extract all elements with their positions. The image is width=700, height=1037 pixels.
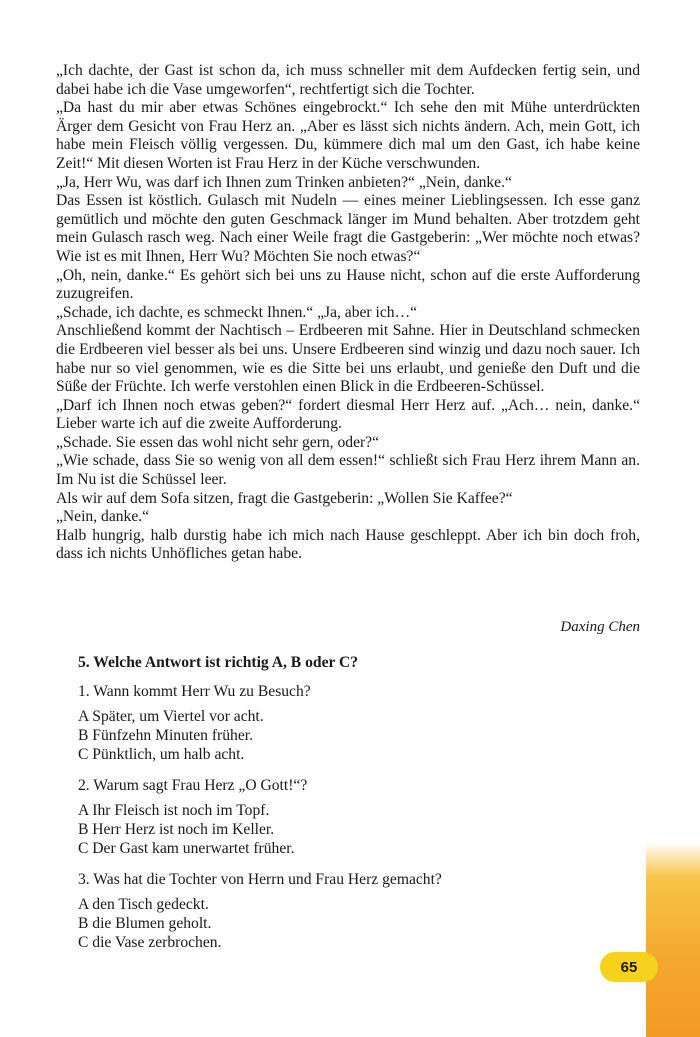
- answer-option: B die Blumen geholt.: [78, 915, 212, 932]
- paragraph: „Da hast du mir aber etwas Schönes eingebrockt.“ Ich sehe den mit Mühe unterdrückten Ärger dem Gesicht von Frau Herz an. „Aber es lässt sich nichts ändern. Ach, mein Gott, ich habe mein Fleisch völlig vergessen. Du, kümmere dich mal um den Gast, ich habe keine Zeit!“ Mit diesen Worten ist Frau Herz in der Küche verschwunden.: [56, 99, 640, 172]
- exercise-title: 5. Welche Antwort ist richtig A, B oder C?: [78, 654, 359, 671]
- paragraph: „Ja, Herr Wu, was darf ich Ihnen zum Trinken anbieten?“ „Nein, danke.“: [56, 173, 512, 191]
- answer-option: B Herr Herz ist noch im Keller.: [78, 821, 275, 838]
- exercise-section: [78, 654, 638, 964]
- story-text: [56, 62, 640, 564]
- answer-option: C die Vase zerbrochen.: [78, 934, 222, 951]
- paragraph: Halb hungrig, halb durstig habe ich mich nach Hause geschleppt. Aber ich bin doch froh, dass ich nichts Unhöfliches getan habe.: [56, 526, 640, 563]
- paragraph: Als wir auf dem Sofa sitzen, fragt die Gastgeberin: „Wollen Sie Kaffee?“: [56, 489, 513, 507]
- question: 1. Wann kommt Herr Wu zu Besuch?: [78, 683, 311, 700]
- answer-option: A Später, um Viertel vor acht.: [78, 708, 264, 725]
- question: 2. Warum sagt Frau Herz „O Gott!“?: [78, 777, 308, 794]
- page-number-badge: 65: [600, 952, 658, 982]
- question: 3. Was hat die Tochter von Herrn und Frau Herz gemacht?: [78, 871, 442, 888]
- paragraph: „Schade. Sie essen das wohl nicht sehr gern, oder?“: [56, 433, 380, 451]
- paragraph: „Wie schade, dass Sie so wenig von all dem essen!“ schließt sich Frau Herz ihrem Mann an. Im Nu ist die Schüssel leer.: [56, 452, 640, 489]
- paragraph: Das Essen ist köstlich. Gulasch mit Nudeln — eines meiner Lieblingsessen. Ich esse ganz gemütlich und möchte den guten Geschmack länger im Mund behalten. Aber trotzdem geht mein Gulasch rasch weg. Nach einer Weile fragt die Gastgeberin: „Wer möchte noch etwas? Wie ist es mit Ihnen, Herr Wu? Möchten Sie noch etwas?“: [56, 192, 640, 265]
- paragraph: „Schade, ich dachte, es schmeckt Ihnen.“ „Ja, aber ich…“: [56, 303, 418, 321]
- answer-option: A Ihr Fleisch ist noch im Topf.: [78, 802, 270, 819]
- author-name: Daxing Chen: [560, 619, 640, 635]
- decorative-stripe: [646, 842, 700, 1037]
- paragraph: „Oh, nein, danke.“ Es gehört sich bei uns zu Hause nicht, schon auf die erste Aufforderung zuzugreifen.: [56, 266, 640, 303]
- paragraph: „Darf ich Ihnen noch etwas geben?“ fordert diesmal Herr Herz auf. „Ach… nein, danke.“ Lieber warte ich auf die zweite Aufforderung.: [56, 396, 640, 433]
- question-group-3: [78, 870, 638, 952]
- question-group-2: [78, 776, 638, 858]
- answer-option: C Pünktlich, um halb acht.: [78, 746, 245, 763]
- answer-option: A den Tisch gedeckt.: [78, 896, 209, 913]
- paragraph: „Ich dachte, der Gast ist schon da, ich muss schneller mit dem Aufdecken fertig sein, und dabei habe ich die Vase umgeworfen“, rechtfertigt sich die Tochter.: [56, 62, 640, 98]
- paragraph: Anschließend kommt der Nachtisch – Erdbeeren mit Sahne. Hier in Deutschland schmecken die Erdbeeren viel besser als bei uns. Unsere Erdbeeren sind winzig und dazu noch sauer. Ich habe nur so viel genommen, wie es die Sitte bei uns erlaubt, und genieße den Duft und die Süße der Früchte. Ich werfe verstohlen einen Blick in die Erdbeeren-Schüssel.: [56, 322, 640, 396]
- question-group-1: [78, 682, 638, 764]
- answer-option: B Fünfzehn Minuten früher.: [78, 727, 253, 744]
- answer-option: C Der Gast kam unerwartet früher.: [78, 840, 295, 857]
- paragraph: „Nein, danke.“: [56, 508, 150, 526]
